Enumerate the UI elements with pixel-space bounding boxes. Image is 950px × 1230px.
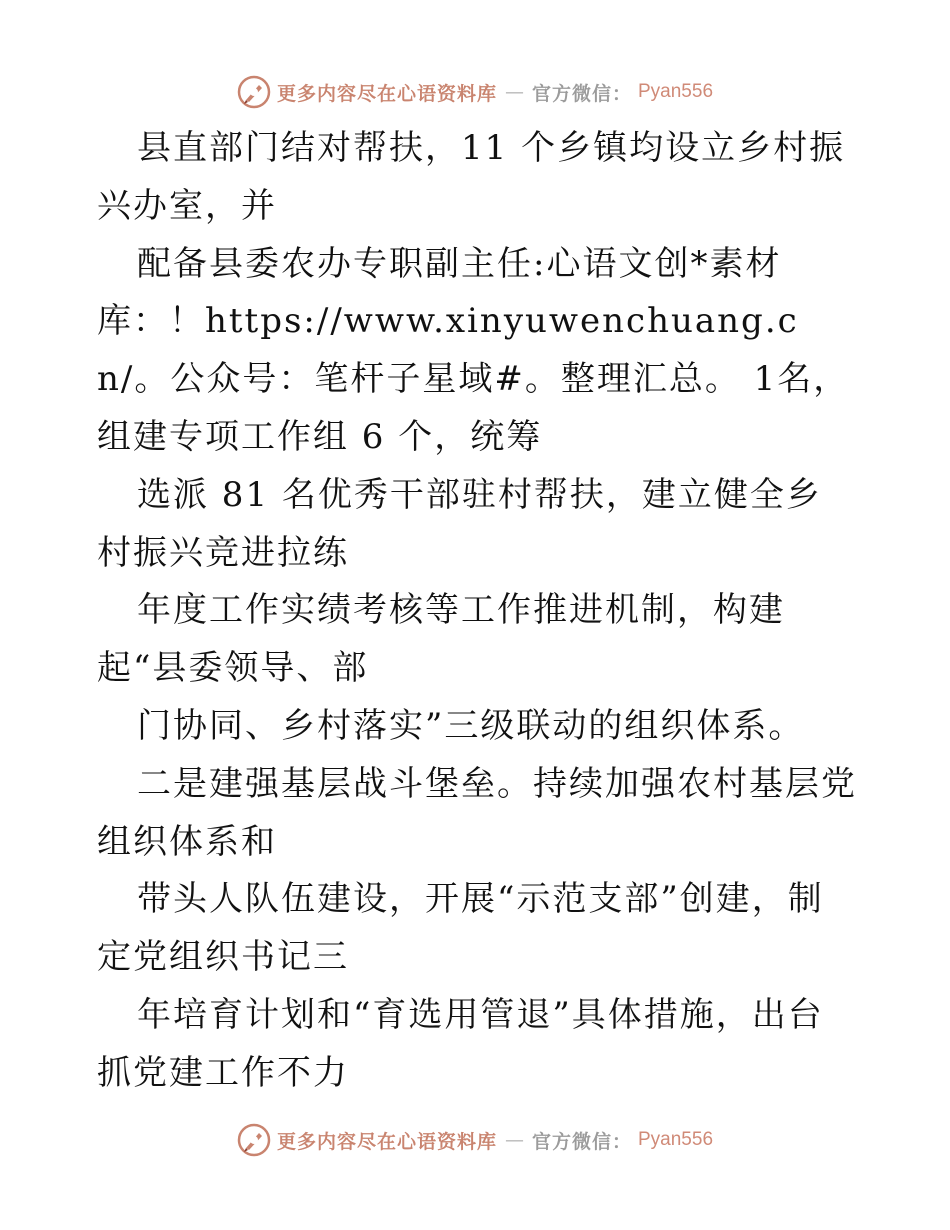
paragraph: 二是建强基层战斗堡垒。持续加强农村基层党组织体系和 bbox=[97, 763, 857, 862]
header-banner bbox=[0, 72, 950, 112]
paragraph: 年培育计划和“育选用管退”具体措施，出台抓党建工作不力 bbox=[97, 994, 824, 1093]
paragraph: 门协同、乡村落实”三级联动的组织体系。 bbox=[137, 705, 805, 746]
document-body bbox=[97, 120, 857, 1103]
banner-official-text: 官方微信： bbox=[531, 1130, 632, 1153]
pen-logo-icon bbox=[237, 1123, 271, 1157]
banner-wechat-id: Pyan556 bbox=[638, 1129, 714, 1150]
banner-site-text: 更多内容尽在心语资料库 bbox=[276, 82, 497, 105]
paragraph: 选派 81 名优秀干部驻村帮扶，建立健全乡村振兴竞进拉练 bbox=[97, 474, 822, 573]
banner-dash: — bbox=[504, 1129, 524, 1151]
paragraph: 配备县委农办专职副主任:心语文创*素材库：！https://www.xinyuwenchuang.cn/。公众号：笔杆子星域#。整理汇总。 1名，组建专项工作组 6 个，统筹 bbox=[97, 243, 850, 457]
footer-banner bbox=[0, 1120, 950, 1160]
banner-dash: — bbox=[504, 81, 524, 103]
paragraph: 带头人队伍建设，开展“示范支部”创建，制定党组织书记三 bbox=[97, 879, 824, 978]
paragraph: 年度工作实绩考核等工作推进机制，构建起“县委领导、部 bbox=[97, 590, 785, 689]
banner-official-text: 官方微信： bbox=[531, 82, 632, 105]
paragraph: 县直部门结对帮扶，11 个乡镇均设立乡村振兴办室，并 bbox=[97, 128, 846, 226]
banner-site-text: 更多内容尽在心语资料库 bbox=[276, 1130, 497, 1153]
banner-wechat-id: Pyan556 bbox=[638, 81, 714, 102]
pen-logo-icon bbox=[237, 75, 271, 109]
